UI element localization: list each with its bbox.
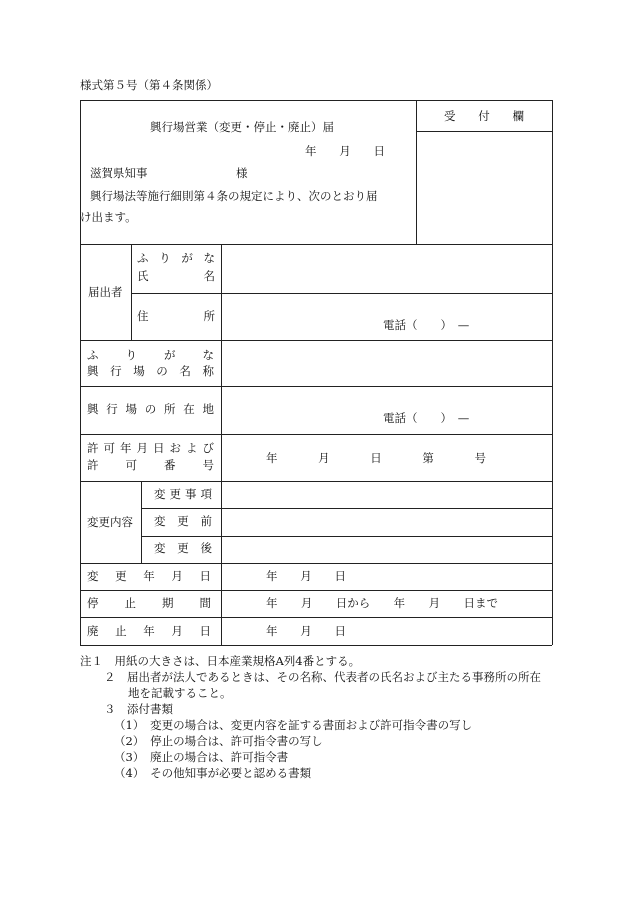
note-3-item-2: （2） 停止の場合は、許可指令書の写し [114,734,323,748]
abolition-label: 廃 止 年 月 日 [87,624,211,638]
notifier-label: 届出者 [88,285,123,299]
venue-phone: 電話（ ） — [383,411,470,425]
permit-value[interactable]: 年 月 日 第 号 [266,451,486,465]
notifier-name-field[interactable] [222,245,552,293]
suspension-value[interactable]: 年 月 日から 年 月 日まで [266,596,498,610]
abolition-value[interactable]: 年 月 日 [266,624,346,638]
body-text-line-1: 興行場法等施行細則第４条の規定により、次のとおり届 [90,189,378,203]
note-3-item-1: （1） 変更の場合は、変更内容を証する書面および許可指令書の写し [114,718,473,732]
note-2-line-2: 地を記載すること。 [128,686,232,700]
notifier-address-label: 住 所 [137,309,215,323]
form-title: 興行場営業（変更・停止・廃止）届 [150,120,334,134]
note-1: 注１ 用紙の大きさは、日本産業規格A列4番とする。 [80,654,361,668]
addressee: 滋賀県知事 [90,166,148,180]
note-3-item-4: （4） その他知事が必要と認める書類 [114,766,312,780]
note-3-item-3: （3） 廃止の場合は、許可指令書 [114,750,289,764]
notifier-furigana-label: ふ り が な [137,251,215,265]
form-id: 様式第５号（第４条関係） [80,78,218,92]
addressee-honorific: 様 [236,166,248,180]
header-date: 年 月 日 [305,144,385,158]
change-item-label: 変 更 事 項 [154,487,212,501]
reception-label: 受 付 欄 [444,109,524,123]
notifier-phone: 電話（ ） — [383,318,470,332]
permit-date-label: 許 可 年 月 日 お よ び [87,441,214,455]
change-label: 変更内容 [87,515,133,529]
change-after-field[interactable] [222,537,552,563]
suspension-label: 停 止 期 間 [87,596,211,610]
notifier-name-label: 氏 名 [137,269,215,283]
change-item-field[interactable] [222,482,552,508]
change-before-field[interactable] [222,509,552,536]
change-date-value[interactable]: 年 月 日 [266,569,346,583]
note-3: ３ 添付書類 [104,702,173,716]
note-2-line-1: ２ 届出者が法人であるときは、その名称、代表者の氏名および主たる事務所の所在 [104,670,541,684]
permit-number-label: 許 可 番 号 [87,458,214,472]
venue-name-field[interactable] [222,341,552,386]
venue-location-label: 興 行 場 の 所 在 地 [87,402,214,416]
change-before-label: 変 更 前 [154,514,212,528]
venue-name-label: 興 行 場 の 名 称 [87,364,214,378]
notifier-address-field[interactable] [222,294,552,340]
change-date-label: 変 更 年 月 日 [87,569,211,583]
body-text-line-2: け出ます。 [80,210,137,224]
venue-furigana-label: ふ り が な [87,348,214,362]
change-after-label: 変 更 後 [154,541,212,555]
reception-field[interactable] [417,132,552,244]
